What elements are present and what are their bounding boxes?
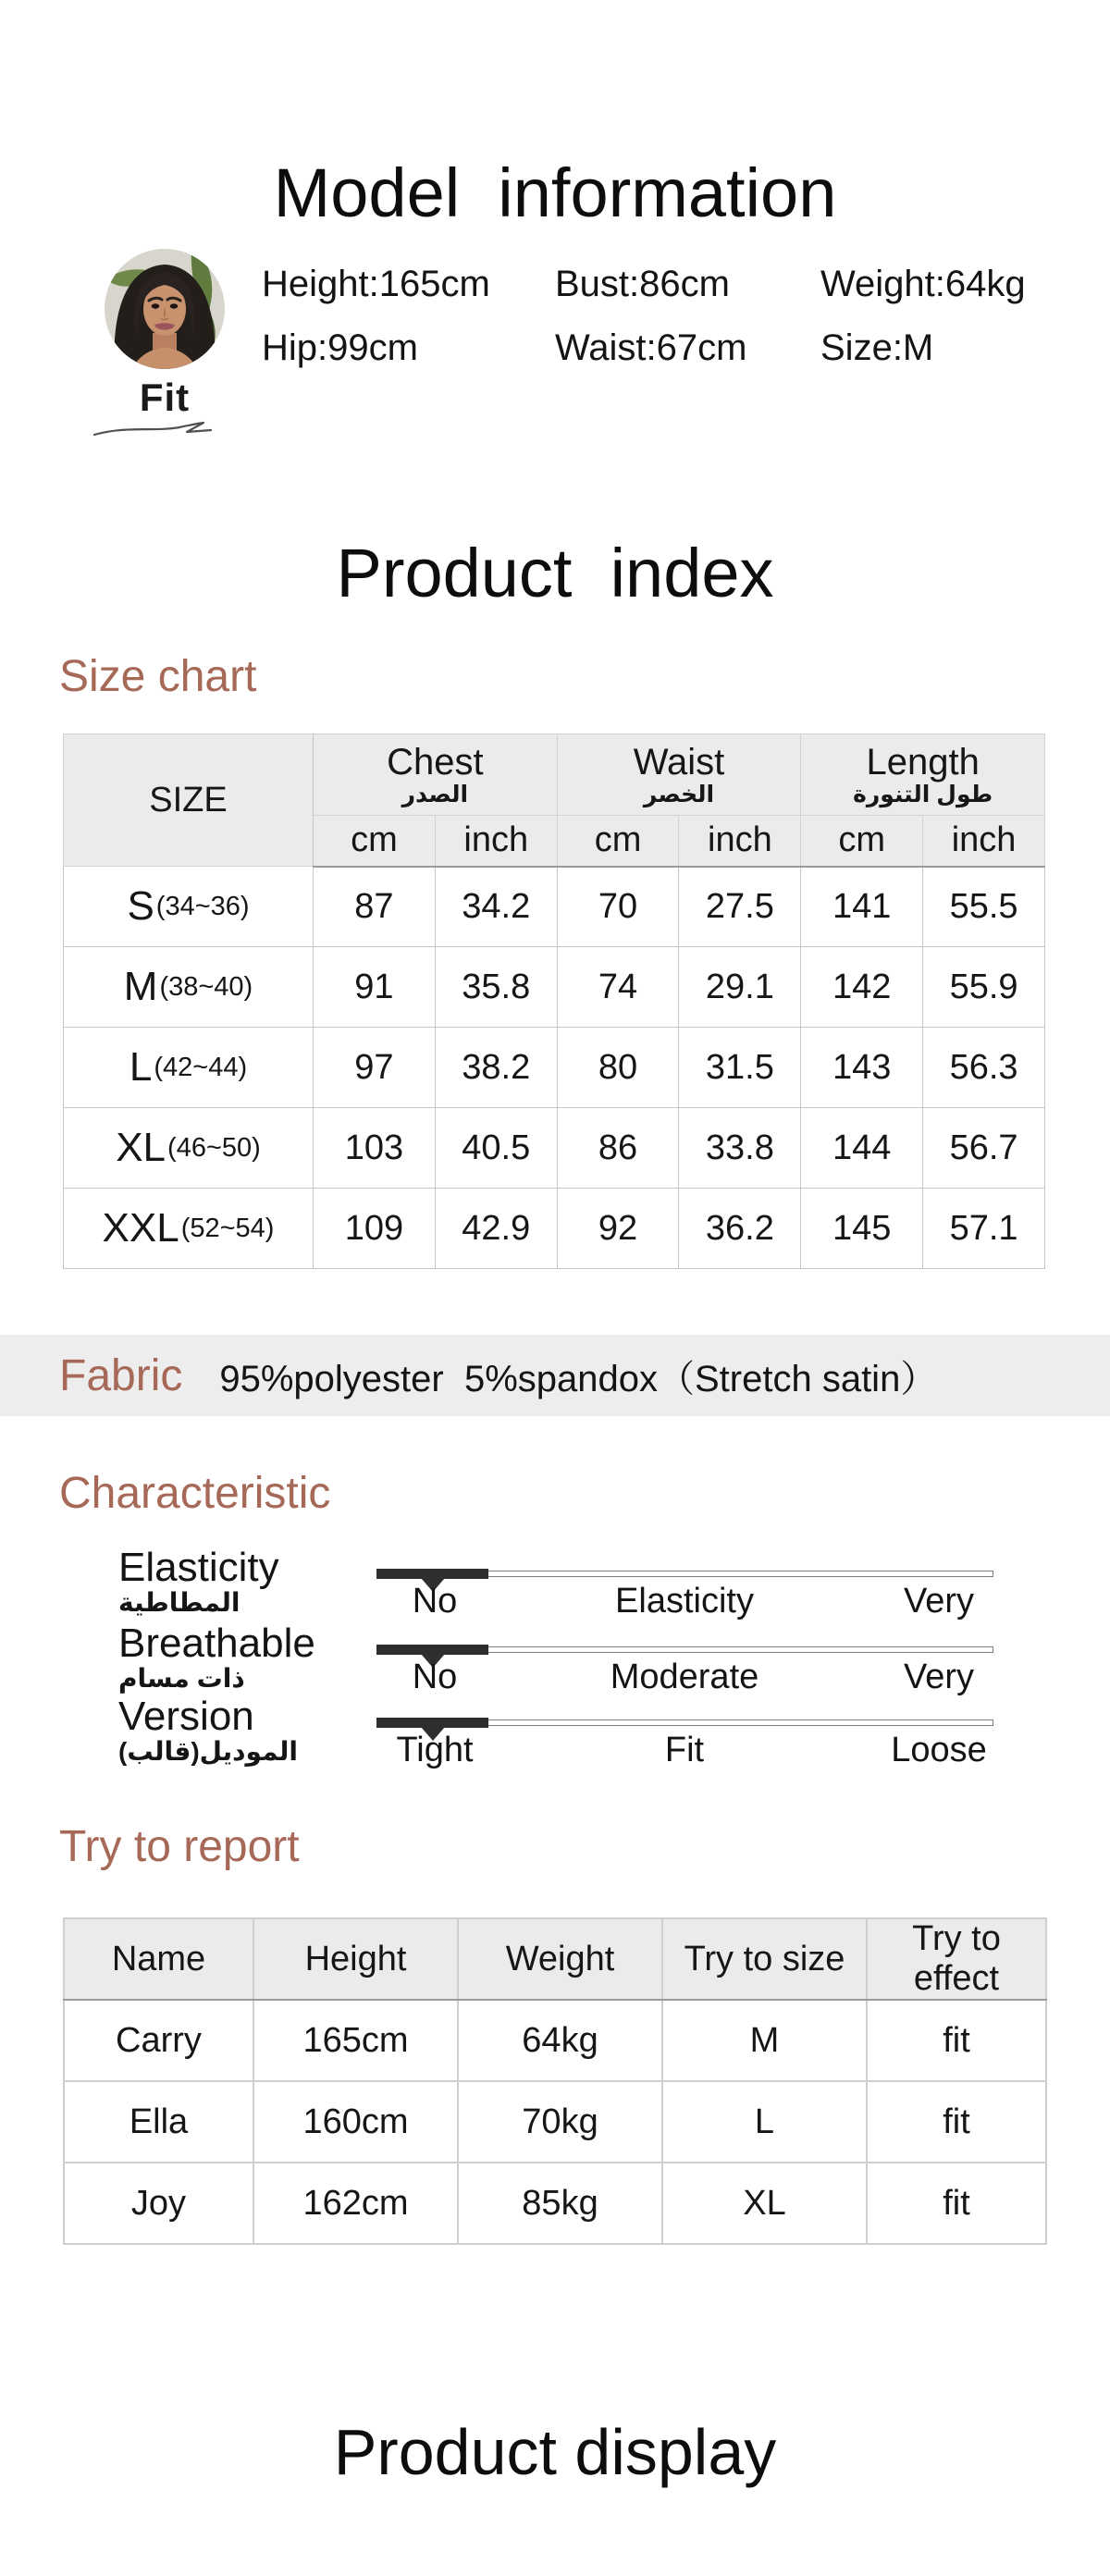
fabric-band: [0, 1335, 1110, 1416]
value-cell: 103: [314, 1108, 436, 1189]
model-stat-bust: Bust:86cm: [555, 264, 730, 304]
value-cell: 40.5: [435, 1108, 557, 1189]
version-label-ar: الموديل(قالب): [118, 1737, 298, 1766]
cell-height: 162cm: [253, 2163, 458, 2244]
unit-header-cm: cm: [314, 816, 436, 867]
scale-label-right: Very: [903, 1582, 975, 1621]
cell-effect: fit: [867, 2081, 1046, 2163]
characteristic-heading: Characteristic: [59, 1469, 331, 1518]
size-cell: M(38~40): [64, 947, 314, 1028]
characteristic-row-version: [0, 1690, 1110, 1782]
value-cell: 144: [801, 1108, 923, 1189]
size-cell: S(34~36): [64, 867, 314, 947]
value-cell: 91: [314, 947, 436, 1028]
cell-height: 160cm: [253, 2081, 458, 2163]
value-cell: 33.8: [679, 1108, 801, 1189]
model-photo-icon: [104, 248, 226, 370]
elasticity-label-ar: المطاطية: [118, 1588, 240, 1617]
length-label-en: Length: [866, 741, 980, 783]
size-row-l: [64, 1028, 1045, 1108]
value-cell: 70: [557, 867, 679, 947]
product-index-title: Product index: [336, 535, 774, 611]
value-cell: 86: [557, 1108, 679, 1189]
fit-underline-squiggle-icon: [91, 418, 229, 442]
value-cell: 34.2: [435, 867, 557, 947]
model-stat-waist: Waist:67cm: [555, 327, 747, 368]
model-information-title: Model information: [273, 154, 837, 231]
value-cell: 35.8: [435, 947, 557, 1028]
try-to-report-heading: Try to report: [59, 1822, 300, 1871]
value-cell: 55.5: [923, 867, 1045, 947]
cell-name: Joy: [64, 2163, 253, 2244]
size-row-m: [64, 947, 1045, 1028]
breathable-label-ar: ذات مسام: [118, 1664, 245, 1693]
length-group-header: [801, 734, 1045, 816]
col-header-name: Name: [64, 1918, 253, 2000]
value-cell: 38.2: [435, 1028, 557, 1108]
try-report-header-row: [64, 1918, 1046, 2000]
size-cell: L(42~44): [64, 1028, 314, 1108]
breathable-label-en: Breathable: [118, 1621, 315, 1666]
waist-label-ar: الخصر: [643, 781, 715, 807]
value-cell: 57.1: [923, 1189, 1045, 1269]
cell-size: M: [662, 2000, 867, 2081]
value-cell: 92: [557, 1189, 679, 1269]
value-cell: 80: [557, 1028, 679, 1108]
value-cell: 109: [314, 1189, 436, 1269]
size-cell: XL(46~50): [64, 1108, 314, 1189]
value-cell: 87: [314, 867, 436, 947]
size-chart-table: [63, 733, 1045, 1269]
model-stat-size: Size:M: [820, 327, 934, 368]
try-report-row: [64, 2000, 1046, 2081]
size-row-xl: [64, 1108, 1045, 1189]
size-cell: XXL(52~54): [64, 1189, 314, 1269]
value-cell: 141: [801, 867, 923, 947]
version-label-en: Version: [118, 1694, 254, 1739]
cell-size: XL: [662, 2163, 867, 2244]
scale-label-right: Very: [903, 1658, 975, 1696]
cell-height: 165cm: [253, 2000, 458, 2081]
col-header-try-effect: Try to effect: [867, 1918, 1046, 2000]
value-cell: 142: [801, 947, 923, 1028]
scale-label-mid: Moderate: [610, 1658, 759, 1696]
try-report-row: [64, 2163, 1046, 2244]
fit-label: Fit: [139, 376, 191, 419]
unit-header-inch: inch: [923, 816, 1045, 867]
value-cell: 55.9: [923, 947, 1045, 1028]
unit-header-cm: cm: [801, 816, 923, 867]
cell-name: Carry: [64, 2000, 253, 2081]
cell-effect: fit: [867, 2000, 1046, 2081]
size-column-header: SIZE: [64, 734, 314, 867]
col-header-try-size: Try to size: [662, 1918, 867, 2000]
value-cell: 42.9: [435, 1189, 557, 1269]
size-chart-heading: Size chart: [59, 652, 257, 701]
size-row-xxl: [64, 1189, 1045, 1269]
scale-label-mid: Fit: [664, 1731, 705, 1769]
chest-group-header: [314, 734, 558, 816]
model-stat-height: Height:165cm: [262, 264, 490, 304]
length-label-ar: طول التنورة: [853, 781, 993, 807]
model-stats: [262, 264, 1030, 368]
try-report-row: [64, 2081, 1046, 2163]
value-cell: 74: [557, 947, 679, 1028]
product-display-title: Product display: [333, 2416, 777, 2488]
col-header-height: Height: [253, 1918, 458, 2000]
unit-header-inch: inch: [679, 816, 801, 867]
value-cell: 143: [801, 1028, 923, 1108]
scale-label-left: Tight: [396, 1731, 474, 1769]
size-row-s: [64, 867, 1045, 947]
cell-size: L: [662, 2081, 867, 2163]
unit-header-cm: cm: [557, 816, 679, 867]
chest-label-en: Chest: [387, 741, 484, 783]
fabric-composition: 95%polyester 5%spandox（Stretch satin）: [219, 1358, 938, 1399]
value-cell: 145: [801, 1189, 923, 1269]
scale-label-left: No: [412, 1658, 458, 1696]
cell-weight: 70kg: [458, 2081, 662, 2163]
value-cell: 31.5: [679, 1028, 801, 1108]
waist-group-header: [557, 734, 801, 816]
value-cell: 56.3: [923, 1028, 1045, 1108]
model-stat-hip: Hip:99cm: [262, 327, 418, 368]
col-header-weight: Weight: [458, 1918, 662, 2000]
chest-label-ar: الصدر: [401, 781, 469, 807]
elasticity-label-en: Elasticity: [118, 1545, 279, 1590]
cell-weight: 85kg: [458, 2163, 662, 2244]
value-cell: 36.2: [679, 1189, 801, 1269]
fabric-heading: Fabric: [59, 1350, 183, 1400]
waist-label-en: Waist: [633, 741, 725, 783]
version-slider: [376, 1719, 993, 1781]
model-stat-weight: Weight:64kg: [820, 264, 1026, 304]
cell-weight: 64kg: [458, 2000, 662, 2081]
scale-label-right: Loose: [891, 1731, 987, 1769]
model-avatar: [104, 248, 226, 370]
value-cell: 27.5: [679, 867, 801, 947]
scale-label-left: No: [412, 1582, 458, 1621]
try-report-table: [63, 1917, 1047, 2245]
value-cell: 56.7: [923, 1108, 1045, 1189]
value-cell: 97: [314, 1028, 436, 1108]
value-cell: 29.1: [679, 947, 801, 1028]
cell-name: Ella: [64, 2081, 253, 2163]
cell-effect: fit: [867, 2163, 1046, 2244]
scale-label-mid: Elasticity: [615, 1582, 754, 1621]
unit-header-inch: inch: [435, 816, 557, 867]
